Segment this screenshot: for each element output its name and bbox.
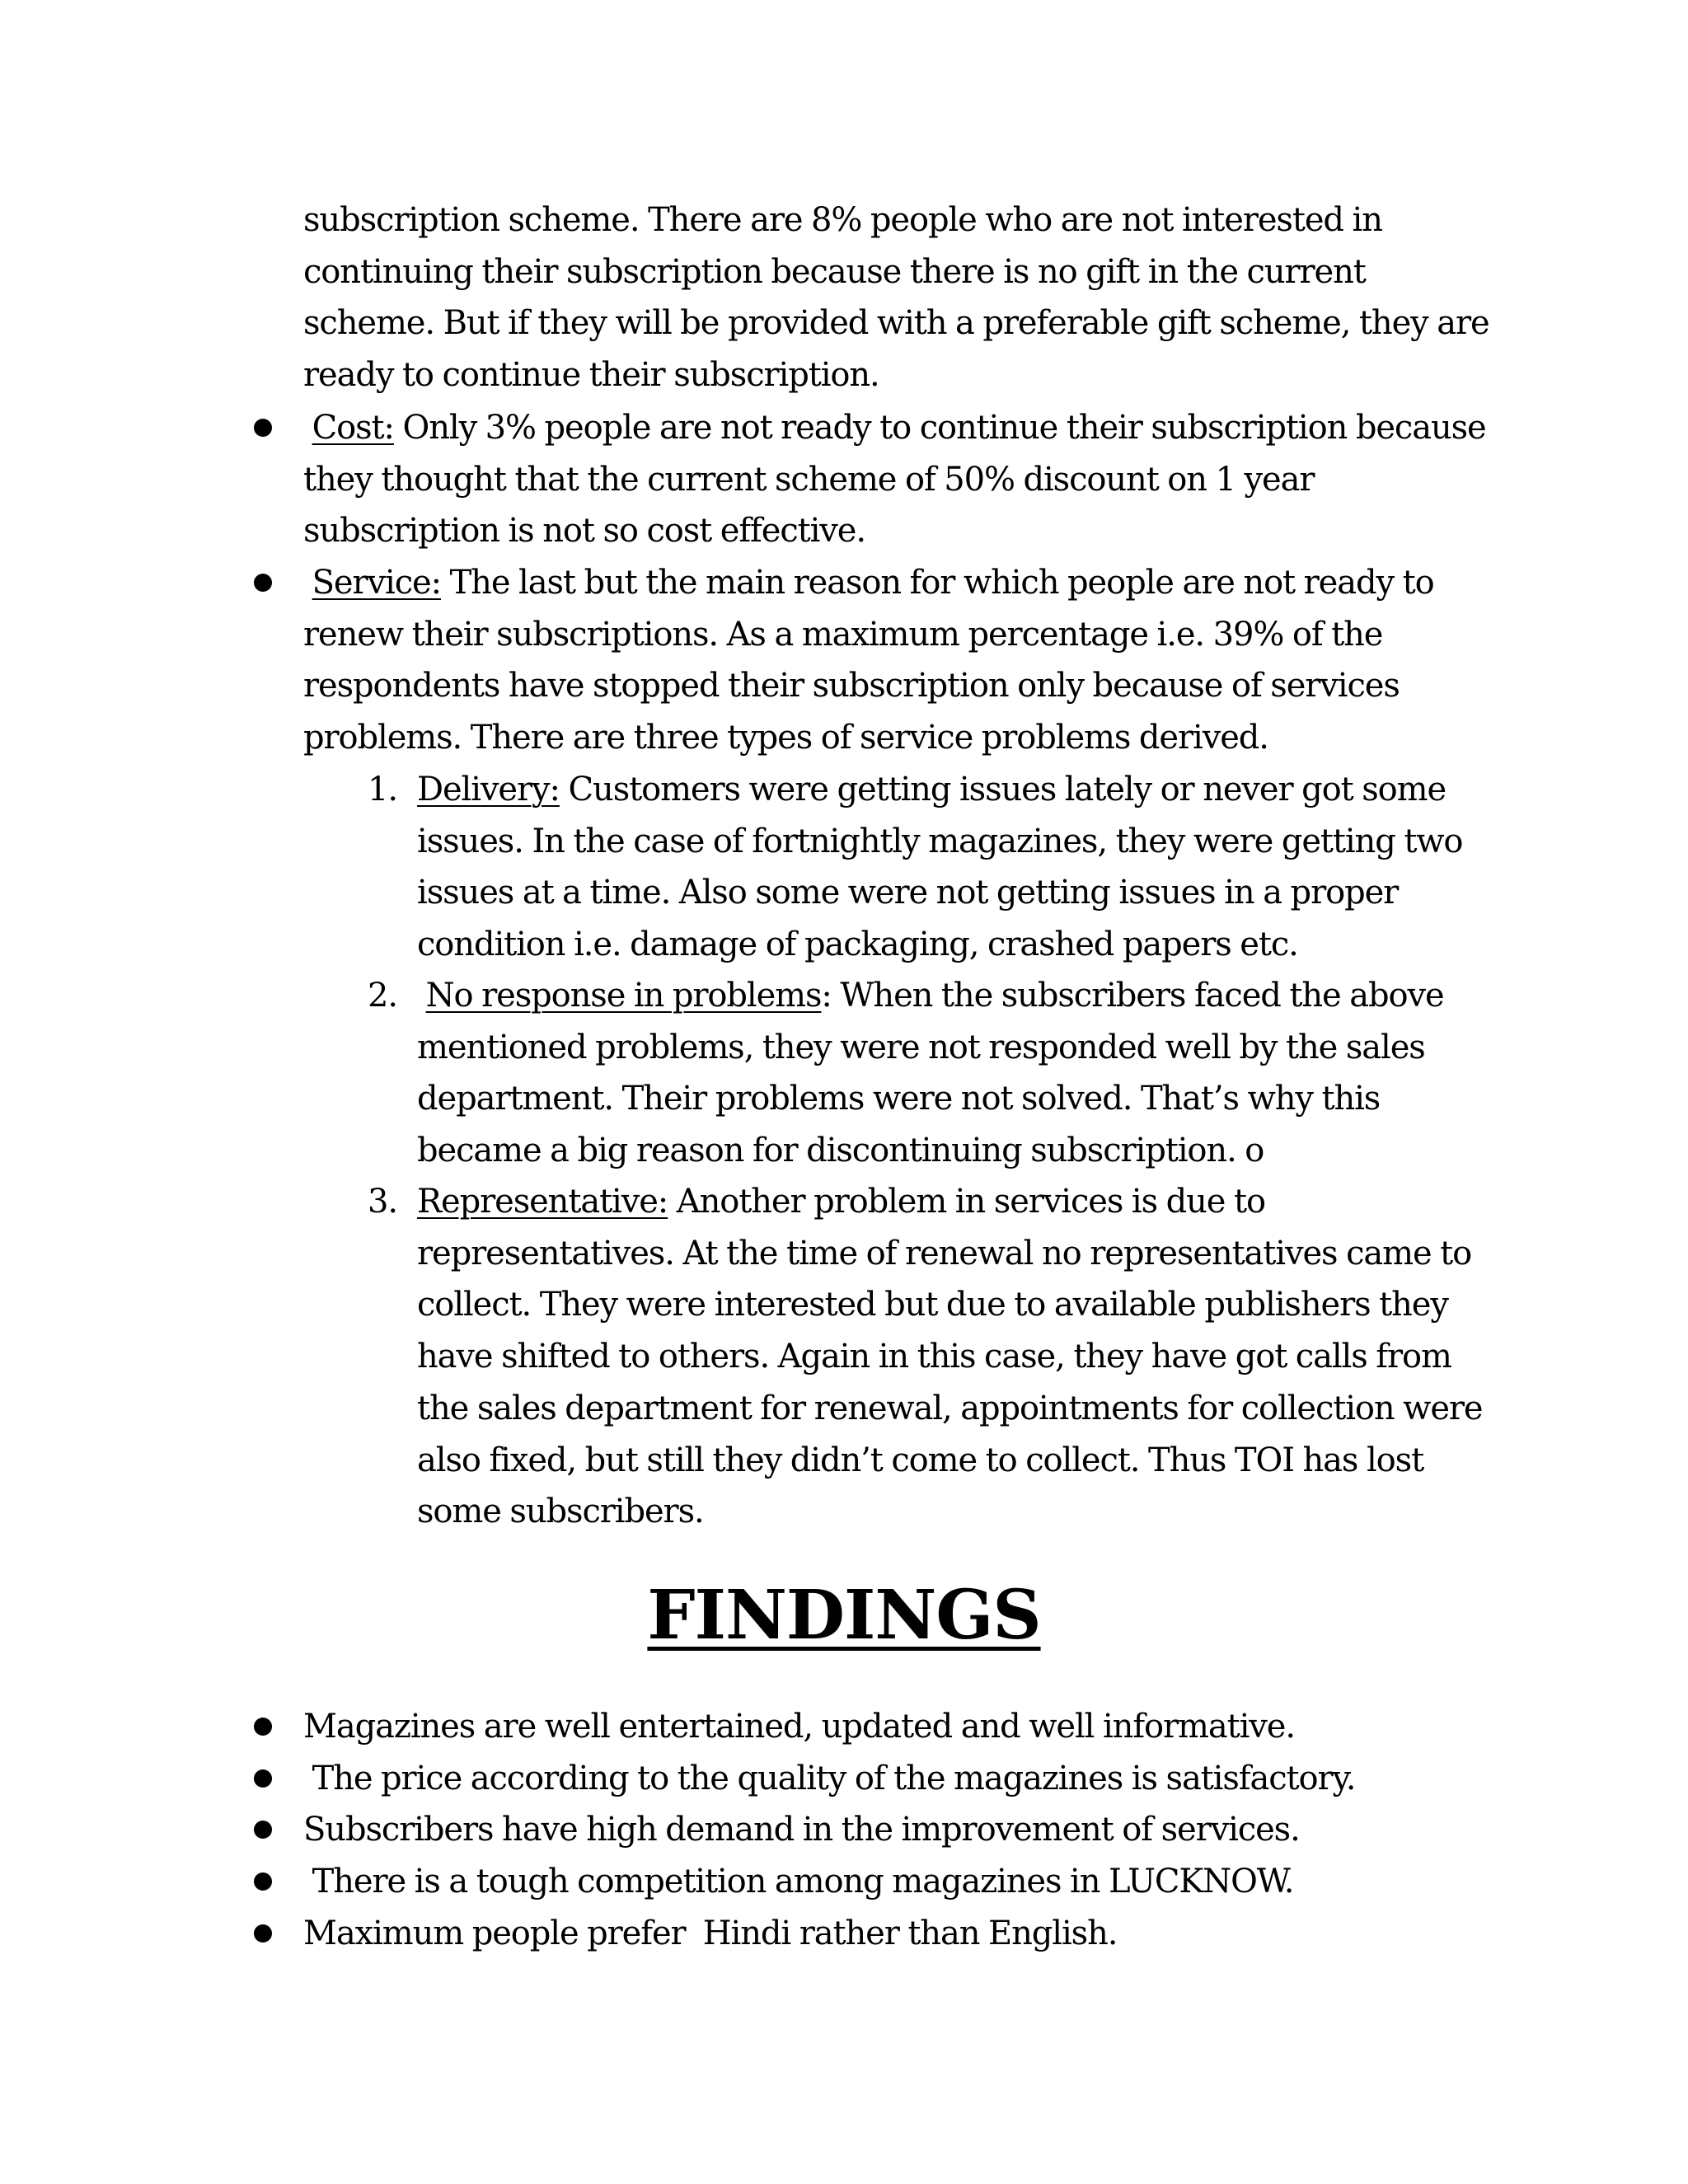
bullet-icon xyxy=(254,1718,272,1736)
finding-text: The price according to the quality of the magazines is satisfactory. xyxy=(312,1760,1356,1797)
finding-text: Magazines are well entertained, updated and well informative. xyxy=(303,1708,1295,1746)
bullet-icon xyxy=(254,1872,272,1891)
reason-cost-label: Cost: xyxy=(312,409,394,447)
finding-text: Maximum people prefer Hindi rather than English. xyxy=(303,1915,1118,1952)
finding-body xyxy=(303,1856,1490,1908)
service-problem-body xyxy=(417,1176,1489,1538)
service-problem-text: Another problem in services is due to representatives. At the time of renewal no representatives came to collect. They were interested but due to available publishers they have shifted to others. Again in this case, they have got calls from the sales department for renewal, appointments for collection were also fixed, but still they didn’t come to collect. Thus TOI has lost some subscribers. xyxy=(417,1183,1483,1531)
bullet-icon xyxy=(254,419,272,437)
finding-body xyxy=(303,1753,1490,1805)
service-problem-text: : When the subscribers faced the above mentioned problems, they were not responded well by the sales department. Their problems were not solved. That’s why this became a big reason for discontinuing subscription. o xyxy=(417,977,1444,1170)
list-number: 3. xyxy=(368,1183,397,1221)
bullet-icon xyxy=(254,574,272,592)
reason-cost-body xyxy=(303,402,1490,557)
list-number: 2. xyxy=(368,977,397,1015)
service-problem-text: Customers were getting issues lately or never got some issues. In the case of fortnightly magazines, they were getting two issues at a time. Also some were not getting issues in a proper condition i.e. damage of packaging, crashed papers etc. xyxy=(417,771,1463,964)
reason-service-body xyxy=(303,557,1490,764)
service-problem-label: Representative: xyxy=(417,1183,668,1221)
service-problem-body xyxy=(417,764,1489,971)
reason-cost-text: Only 3% people are not ready to continue their subscription because they thought that the current scheme of 50% discount on 1 year subscription is not so cost effective. xyxy=(303,409,1486,551)
bullet-icon xyxy=(254,1769,272,1788)
finding-text: Subscribers have high demand in the improvement of services. xyxy=(303,1811,1300,1849)
reason-service-text: The last but the main reason for which people are not ready to renew their subscriptions. As a maximum percentage i.e. 39% of the respondents have stopped their subscription only because of services problems. There are three types of service problems derived. xyxy=(303,564,1434,757)
intro-paragraph: subscription scheme. There are 8% people who are not interested in continuing their subscription because there is no gift in the current scheme. But if they will be provided with a preferable gift scheme, they are ready to continue their subscription. xyxy=(303,201,1489,395)
service-problem-label: Delivery: xyxy=(417,771,560,808)
service-problem-body xyxy=(417,970,1489,1177)
bullet-icon xyxy=(254,1924,272,1943)
service-problem-label: No response in problems xyxy=(425,977,822,1015)
list-number: 1. xyxy=(368,771,397,808)
finding-text: There is a tough competition among magazines in LUCKNOW. xyxy=(312,1863,1294,1900)
bullet-icon xyxy=(254,1821,272,1839)
findings-heading xyxy=(0,1570,1688,1661)
findings-heading-text: FINDINGS xyxy=(647,1576,1041,1655)
reason-service-label: Service: xyxy=(312,564,441,602)
